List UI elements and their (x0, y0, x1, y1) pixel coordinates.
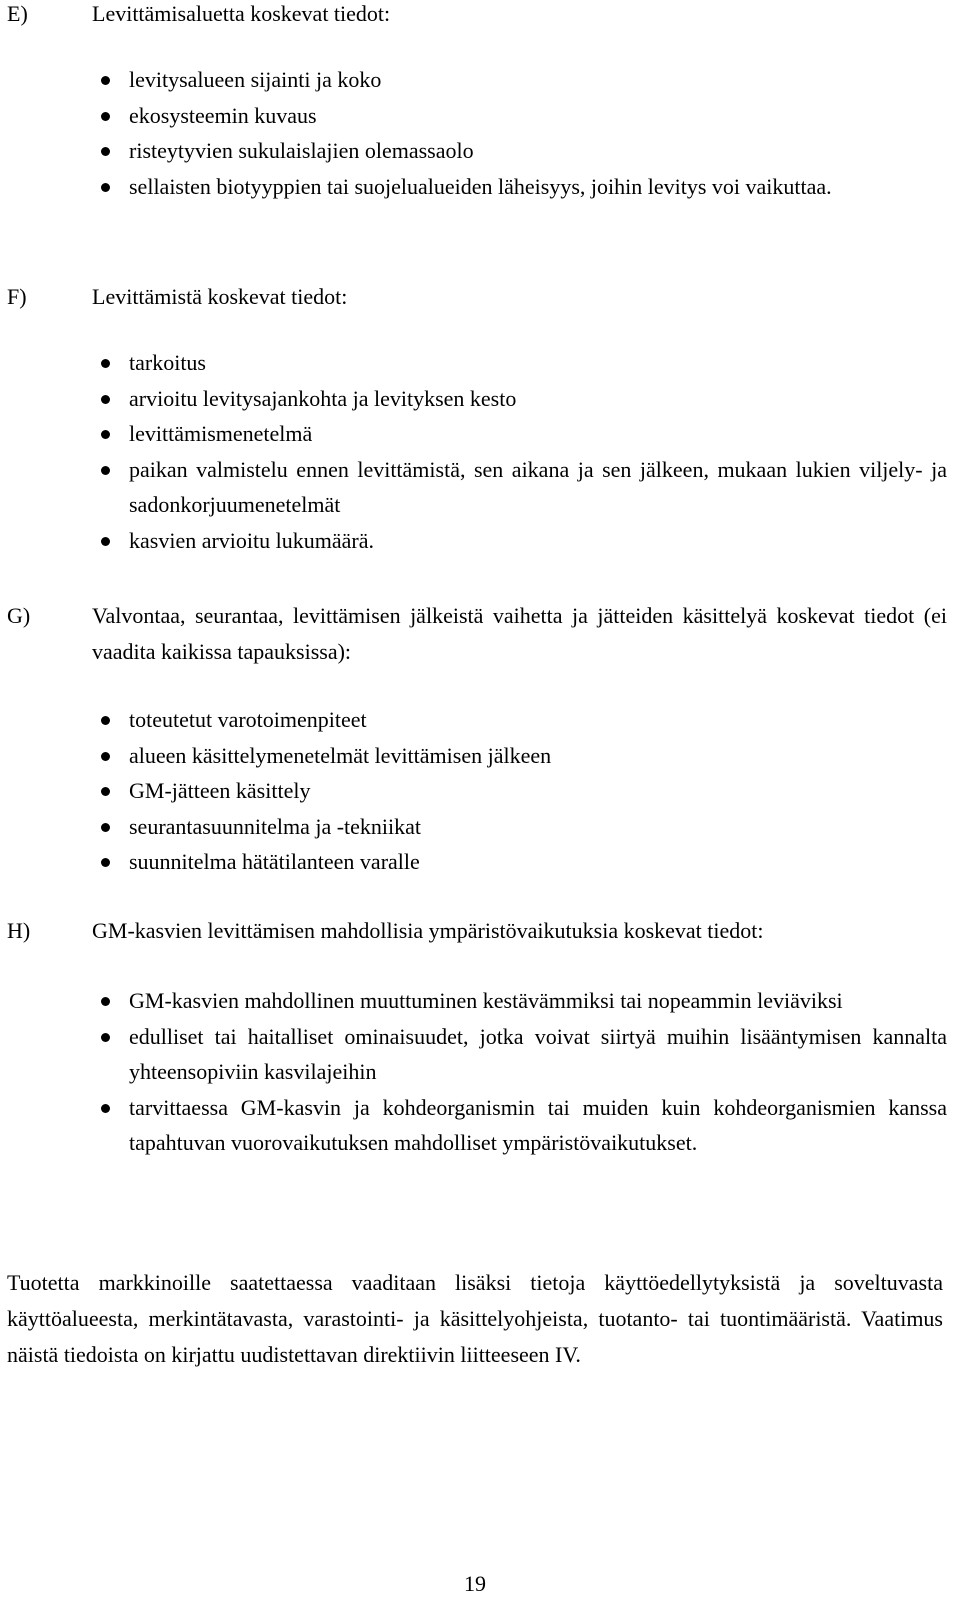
bullet-icon (101, 716, 110, 725)
bullet-list (92, 983, 947, 1161)
list-item: kasvien arvioitu lukumäärä. (92, 523, 947, 559)
list-item: risteytyvien sukulaislajien olemassaolo (92, 133, 947, 169)
bullet-icon (101, 147, 110, 156)
section-letter: F) (7, 284, 27, 309)
bullet-list (92, 62, 947, 204)
bullet-icon (101, 1033, 110, 1042)
section-heading: Levittämistä koskevat tiedot: (92, 284, 348, 309)
list-item: sellaisten biotyyppien tai suojelualueiden läheisyys, joihin levitys voi vaikuttaa. (92, 169, 947, 205)
bullet-icon (101, 858, 110, 867)
list-item: edulliset tai haitalliset ominaisuudet, jotka voivat siirtyä muihin lisääntymisen kannalta yhteensopiviin kasvilajeihin (92, 1019, 947, 1090)
bullet-icon (101, 537, 110, 546)
list-item: levittämismenetelmä (92, 416, 947, 452)
section-heading: GM-kasvien levittämisen mahdollisia ympäristövaikutuksia koskevat tiedot: (92, 918, 764, 943)
bullet-icon (101, 823, 110, 832)
bullet-list (92, 345, 947, 558)
list-item: tarkoitus (92, 345, 947, 381)
section-letter: E) (7, 1, 28, 26)
bullet-list (92, 702, 947, 880)
bullet-icon (101, 395, 110, 404)
bullet-icon (101, 112, 110, 121)
bullet-icon (101, 466, 110, 475)
list-item: GM-jätteen käsittely (92, 773, 947, 809)
bullet-icon (101, 76, 110, 85)
list-item: ekosysteemin kuvaus (92, 98, 947, 134)
list-item: GM-kasvien mahdollinen muuttuminen kestävämmiksi tai nopeammin leviäviksi (92, 983, 947, 1019)
list-item: arvioitu levitysajankohta ja levityksen kesto (92, 381, 947, 417)
bullet-icon (101, 430, 110, 439)
list-item: paikan valmistelu ennen levittämistä, sen aikana ja sen jälkeen, mukaan lukien viljely- ja sadonkorjuumenetelmät (92, 452, 947, 523)
list-item: suunnitelma hätätilanteen varalle (92, 844, 947, 880)
list-item: tarvittaessa GM-kasvin ja kohdeorganismin tai muiden kuin kohdeorganismien kanssa tapahtuvan vuorovaikutuksen mahdolliset ympäristövaikutukset. (92, 1090, 947, 1161)
section-letter: G) (7, 603, 31, 628)
bullet-icon (101, 359, 110, 368)
section-heading: Valvontaa, seurantaa, levittämisen jälkeistä vaihetta ja jätteiden käsittelyä koskevat tiedot (ei vaadita kaikissa tapauksissa): (92, 603, 947, 664)
list-item: levitysalueen sijainti ja koko (92, 62, 947, 98)
closing-paragraph: Tuotetta markkinoille saatettaessa vaaditaan lisäksi tietoja käyttöedellytyksistä ja soveltuvasta käyttöalueesta, merkintätavasta, varastointi- ja käsittelyohjeista, tuotanto- tai tuontimääristä. Vaatimus näistä tiedoista on kirjattu uudistettavan direktiivin liitteeseen IV. (7, 1270, 943, 1367)
bullet-icon (101, 1104, 110, 1113)
bullet-icon (101, 787, 110, 796)
bullet-icon (101, 752, 110, 761)
list-item: alueen käsittelymenetelmät levittämisen jälkeen (92, 738, 947, 774)
list-item: seurantasuunnitelma ja -tekniikat (92, 809, 947, 845)
section-letter: H) (7, 918, 31, 943)
bullet-icon (101, 997, 110, 1006)
list-item: toteutetut varotoimenpiteet (92, 702, 947, 738)
bullet-icon (101, 183, 110, 192)
section-heading: Levittämisaluetta koskevat tiedot: (92, 1, 391, 26)
page-number: 19 (464, 1571, 486, 1596)
